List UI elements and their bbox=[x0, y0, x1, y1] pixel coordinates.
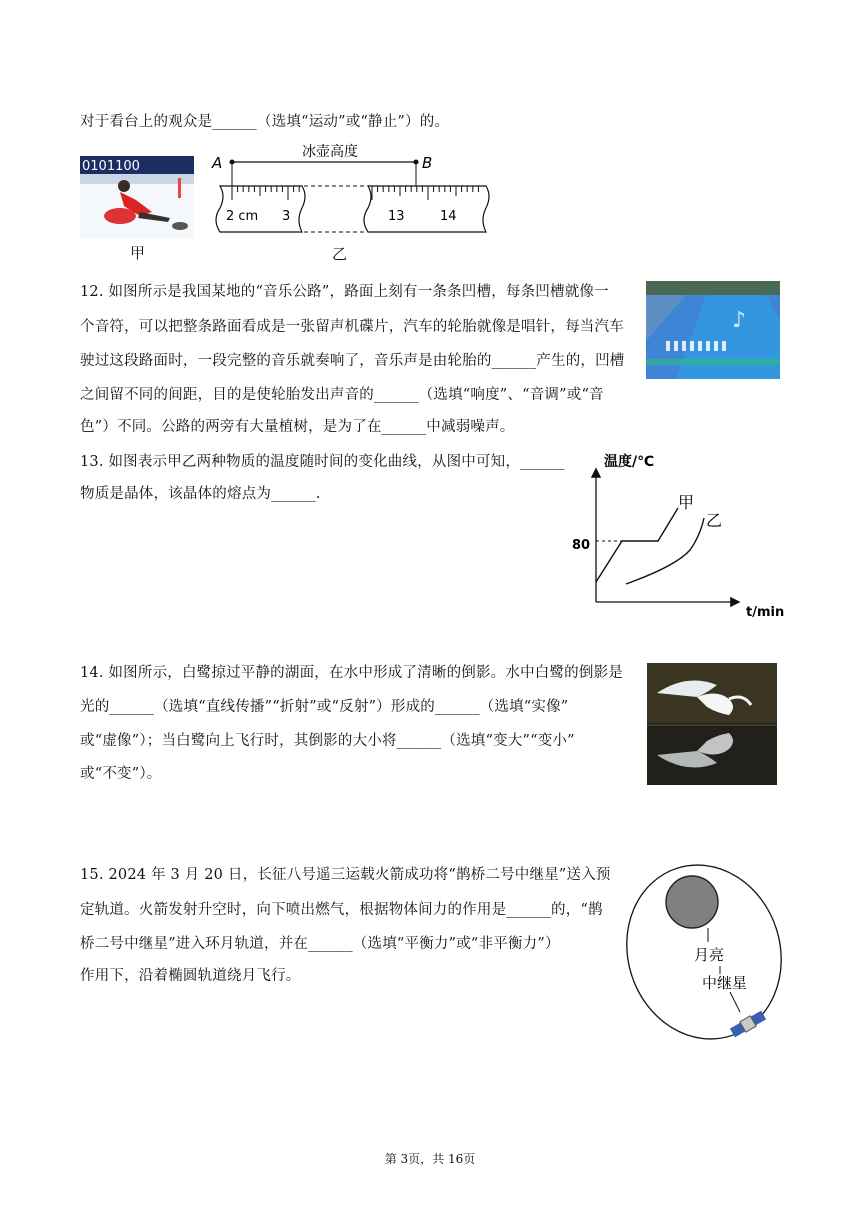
figure-caption-jia: 甲 bbox=[130, 244, 146, 262]
svg-text:0101100: 0101100 bbox=[82, 159, 140, 174]
q13-line: 物质是晶体，该晶体的熔点为______. bbox=[80, 486, 321, 502]
q14-line: 光的______（选填“直线传播”“折射”或“反射”）形成的______（选填“实像” bbox=[80, 699, 569, 715]
q15-line: 定轨道。火箭发射升空时，向下喷出燃气，根据物体间力的作用是______的，“鹊 bbox=[80, 902, 603, 918]
q12-line: 12. 如图所示是我国某地的“音乐公路”，路面上刻有一条条凹槽，每条凹槽就像一 bbox=[80, 284, 609, 300]
ruler-title: 冰壶高度 bbox=[302, 144, 358, 160]
relay-satellite-icon bbox=[729, 1010, 766, 1038]
q14-line: 或“不变”）。 bbox=[80, 766, 162, 782]
egret-photo bbox=[647, 663, 777, 785]
figure-caption-yi: 乙 bbox=[332, 245, 348, 263]
curve-jia bbox=[596, 508, 678, 582]
tick-label-3: 3 bbox=[282, 209, 291, 224]
q15-line: 桥二号中继星”进入环月轨道，并在______（选填“平衡力”或“非平衡力”） bbox=[80, 936, 560, 952]
q15-line: 作用下，沿着椭圆轨道绕月飞行。 bbox=[80, 968, 301, 984]
q12-line: 之间留不同的间距，目的是使轮胎发出声音的______（选填“响度”、“音调”或“音 bbox=[80, 387, 604, 403]
graph-y-label: 温度/℃ bbox=[604, 454, 655, 470]
temperature-time-graph bbox=[566, 448, 786, 620]
q14-line: 14. 如图所示，白鹭掠过平静的湖面，在水中形成了清晰的倒影。水中白鹭的倒影是 bbox=[80, 665, 623, 681]
curve-yi-label: 乙 bbox=[706, 511, 723, 530]
curling-photo bbox=[80, 156, 194, 238]
q12-line: 驶过这段路面时，一段完整的音乐就奏响了，音乐声是由轮胎的______产生的，凹槽 bbox=[80, 353, 625, 369]
lunar-orbit-diagram bbox=[622, 862, 788, 1052]
graph-y-tick-80: 80 bbox=[572, 538, 591, 553]
point-b-label: B bbox=[422, 154, 433, 172]
moon-label: 月亮 bbox=[694, 946, 725, 964]
q14-line: 或“虚像”）；当白鹭向上飞行时，其倒影的大小将______（选填“变大”“变小” bbox=[80, 733, 575, 749]
q12-line: 个音符，可以把整条路面看成是一张留声机碟片，汽车的轮胎就像是唱针，每当汽车 bbox=[80, 319, 624, 335]
curve-yi bbox=[626, 518, 704, 584]
moon bbox=[666, 876, 718, 928]
svg-text:♪: ♪ bbox=[732, 308, 747, 333]
point-a-label: A bbox=[212, 154, 223, 172]
page-footer: 第 3页，共 16页 bbox=[384, 1152, 476, 1166]
tick-label-2cm: 2 cm bbox=[226, 209, 259, 224]
q11-text-line: 对于看台上的观众是______（选填“运动”或“静止”）的。 bbox=[80, 114, 450, 130]
ruler-figure bbox=[208, 140, 494, 240]
tick-label-14: 14 bbox=[440, 209, 457, 224]
music-road-photo bbox=[646, 281, 780, 379]
q13-line: 13. 如图表示甲乙两种物质的温度随时间的变化曲线，从图中可知，______ bbox=[80, 454, 565, 470]
q12-line: 色”）不同。公路的两旁有大量植树，是为了在______中减弱噪声。 bbox=[80, 419, 515, 435]
relay-satellite-label: 中继星 bbox=[702, 974, 748, 992]
graph-x-label: t/min bbox=[746, 605, 785, 620]
q15-line: 15. 2024 年 3 月 20 日，长征八号遥三运载火箭成功将“鹊桥二号中继星”送入预 bbox=[80, 867, 611, 883]
tick-label-13: 13 bbox=[388, 209, 405, 224]
curve-jia-label: 甲 bbox=[678, 493, 695, 512]
